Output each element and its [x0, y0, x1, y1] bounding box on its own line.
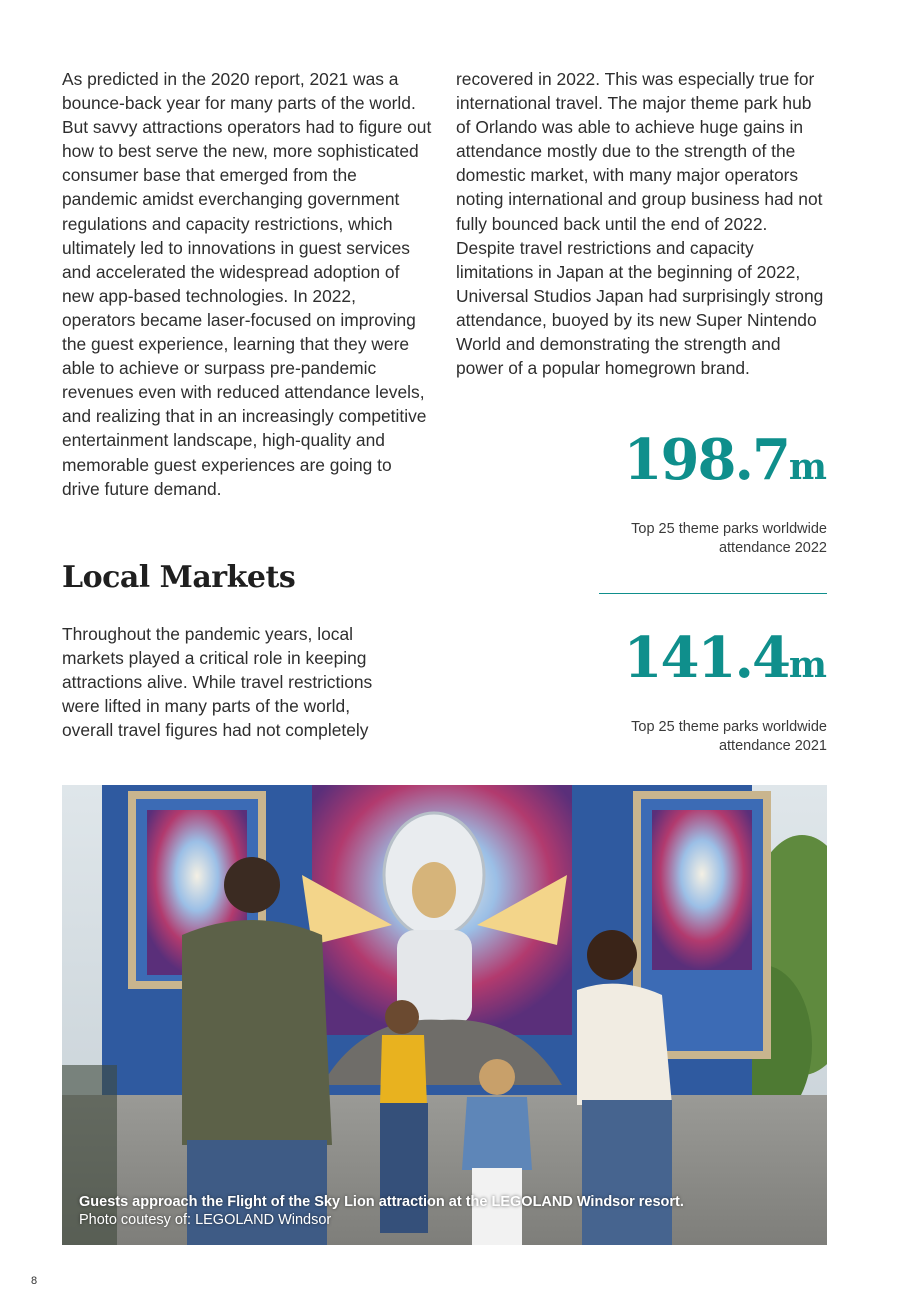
stat-2022-value: 198.7 — [623, 427, 789, 493]
feature-photo — [62, 785, 827, 1245]
intro-paragraph: As predicted in the 2020 report, 2021 was a bounce-back year for many parts of the world. But savvy attractions operators had to figure out how to best serve the new, more sophisticated consumer base that emerged from the pandemic amidst everchanging government regulations and capacity restrictions, which ultimately led to innovations in guest services and accelerated the widespread adoption of new app-based technologies. In 2022, operators became laser-focused on improving the guest experience, learning that they were able to achieve or surpass pre-pandemic revenues even with reduced attendance levels, and realizing that in an increasingly competitive entertainment landscape, high-quality and memorable guest experiences are going to drive future demand. — [62, 69, 432, 499]
photo-caption-title: Guests approach the Flight of the Sky Lion attraction at the LEGOLAND Windsor resort. — [79, 1194, 684, 1210]
section-heading: Local Markets — [62, 560, 296, 595]
photo-caption-credit: Photo coutesy of: LEGOLAND Windsor — [79, 1212, 332, 1228]
stat-2021-caption: Top 25 theme parks worldwide attendance 2021 — [631, 719, 827, 754]
stat-divider — [599, 593, 827, 594]
stat-2021-unit: m — [788, 644, 827, 686]
continued-paragraph: recovered in 2022. This was especially true for international travel. The major theme park hub of Orlando was able to achieve huge gains in attendance mostly due to the strength of the domestic market, with many major operators noting international and group business had not fully bounced back until the end of 2022. Despite travel restrictions and capacity limitations in Japan at the beginning of 2022, Universal Studios Japan had surprisingly strong attendance, buoyed by its new Super Nintendo World and demonstrating the strength and power of a popular homegrown brand. — [456, 69, 824, 379]
stat-2022-number — [623, 427, 827, 497]
stat-2022-caption: Top 25 theme parks worldwide attendance 2022 — [631, 521, 827, 556]
stat-2021-value: 141.4 — [623, 625, 789, 691]
stat-2022-unit: m — [788, 446, 827, 488]
photo-caption — [79, 1193, 799, 1229]
photo-illustration — [62, 785, 827, 1245]
stat-2021-number — [623, 625, 827, 695]
page-number: 8 — [31, 1275, 38, 1287]
local-markets-paragraph: Throughout the pandemic years, local markets played a critical role in keeping attractions alive. While travel restrictions were lifted in many parts of the world, overall travel figures had not completely — [62, 624, 373, 741]
